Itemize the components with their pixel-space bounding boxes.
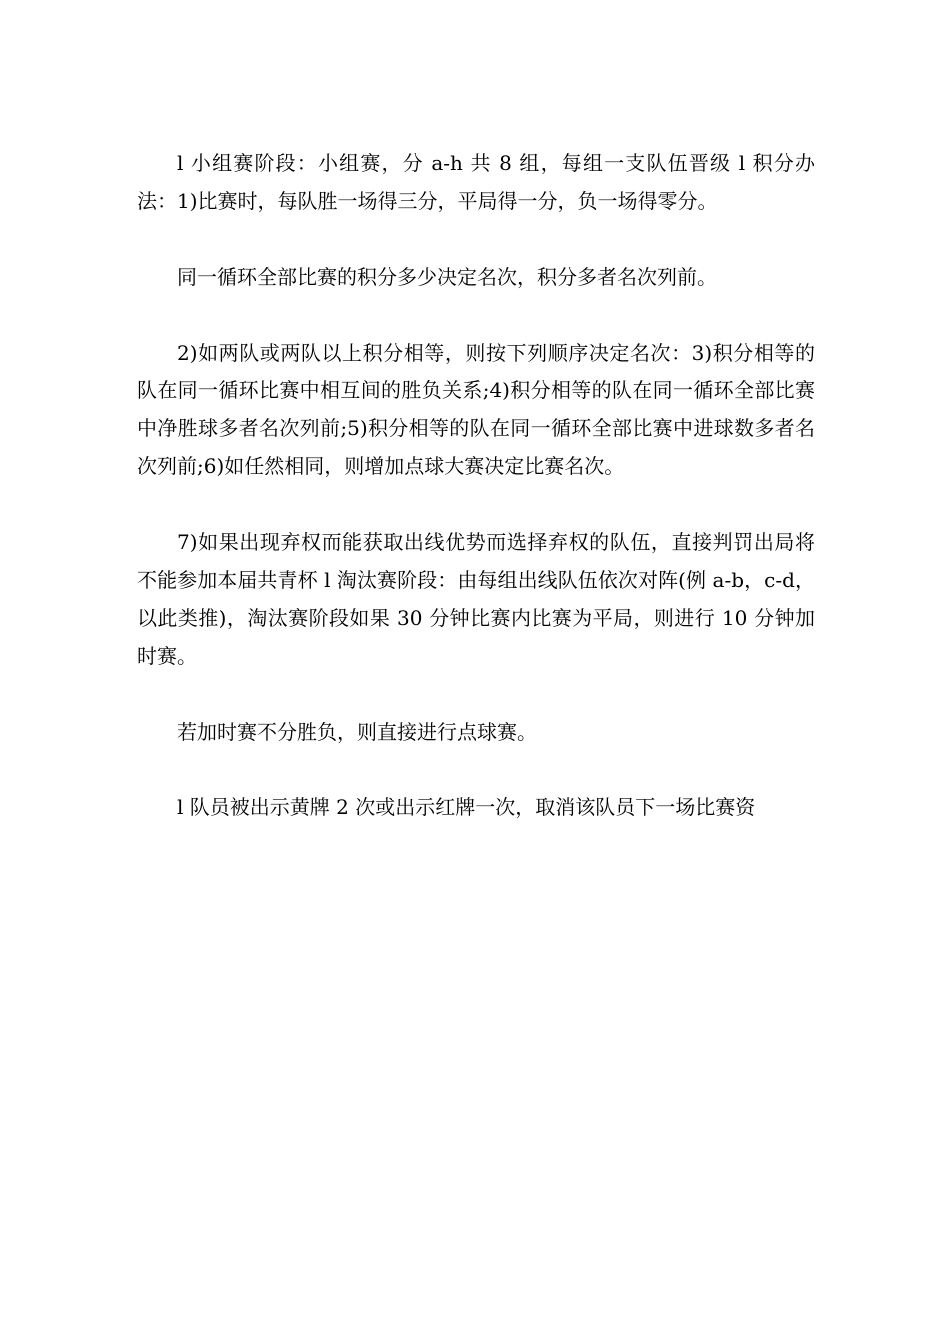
document-body	[137, 145, 815, 827]
paragraph-ranking-basis: 同一循环全部比赛的积分多少决定名次，积分多者名次列前。	[177, 264, 717, 289]
paragraph-group-stage: l 小组赛阶段：小组赛，分 a-h 共 8 组，每组一支队伍晋级 l 积分办法：1)比赛时，每队胜一场得三分，平局得一分，负一场得零分。	[137, 151, 815, 213]
paragraph-tiebreak-rules: 2)如两队或两队以上积分相等，则按下列顺序决定名次：3)积分相等的队在同一循环比赛中相互间的胜负关系;4)积分相等的队在同一循环全部比赛中净胜球多者名次列前;5)积分相等的队在同一循环全部比赛中进球数多者名次列前;6)如任然相同，则增加点球大赛决定比赛名次。	[137, 340, 815, 479]
paragraph-cards-rule: l 队员被出示黄牌 2 次或出示红牌一次，取消该队员下一场比赛资	[177, 795, 756, 820]
paragraph-knockout-stage: 7)如果出现弃权而能获取出线优势而选择弃权的队伍，直接判罚出局将不能参加本届共青杯 l 淘汰赛阶段：由每组出线队伍依次对阵(例 a-b，c-d，以此类推)，淘汰赛阶段如果 30 分钟比赛内比赛为平局，则进行 10 分钟加时赛。	[137, 530, 815, 668]
paragraph-penalty-shootout: 若加时赛不分胜负，则直接进行点球赛。	[177, 719, 537, 744]
